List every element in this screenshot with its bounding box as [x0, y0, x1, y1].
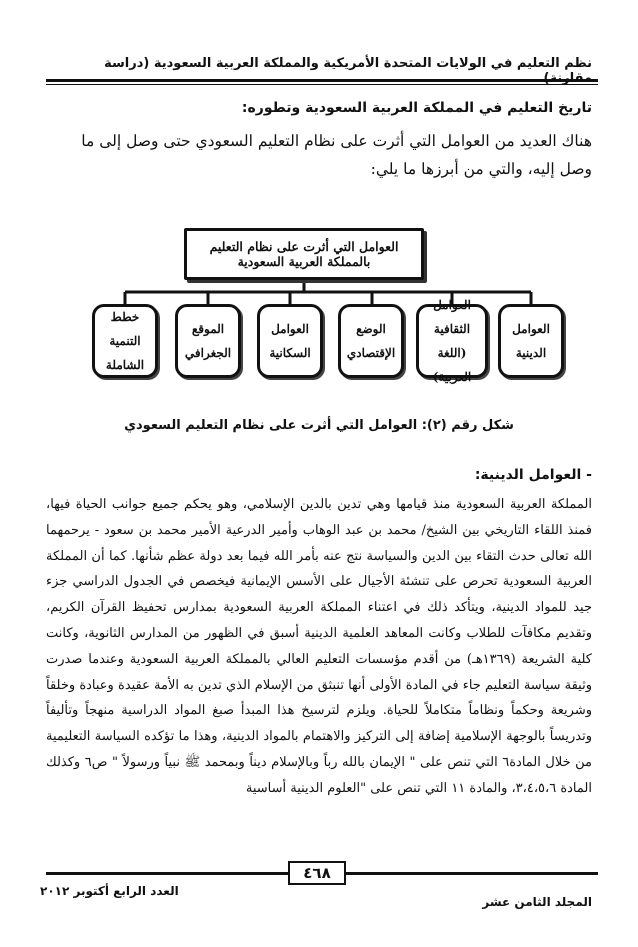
- sub-heading: - العوامل الدينية:: [474, 467, 592, 483]
- factors-diagram: [88, 220, 568, 384]
- diagram-box-geographic: الموقع الجغرافي: [175, 304, 241, 378]
- diagram-box-religious: العوامل الدينية: [498, 304, 564, 378]
- page-number: ٤٦٨: [288, 861, 346, 885]
- running-header: نظم التعليم في الولايات المتحدة الأمريكية والمملكة العربية السعودية (دراسة: [104, 56, 592, 71]
- header-rule-thick: [46, 79, 598, 82]
- diagram-root-box: العوامل التي أثرت على نظام التعليم بالمملكة العربية السعودية: [184, 228, 424, 280]
- body-paragraph: المملكة العربية السعودية منذ قيامها وهي تدين بالدين الإسلامي، وهو يحكم جميع جوانب الحياة فيها، فمنذ اللقاء التاريخي بين الشيخ/ محمد بن عبد الوهاب وأمير الدرعية الأمير محمد بن سعود - يرحمهما الله تعالى حدث التقاء بين الدين والسياسة نتج عنه بأمر الله فيما بعد دولة عظم شأنها. كما أن المملكة العربية السعودية تحرص على تنشئة الأجيال على الأسس الإيمانية فيخصص في الجدول الدراسي جزء جيد للمواد الدينية، ويتأكد ذلك في اعتناء المملكة العربية السعودية بمدارس تحفيظ القرآن الكريم، وتقديم مكافآت للطلاب وكانت المعاهد العلمية الدينية أسبق في الظهور من المدارس الثانوية، وكانت كلية الشريعة (١٣٦٩هـ) من أقدم مؤسسات التعليم العالي بالمملكة العربية السعودية وعندما صدرت وثيقة سياسة التعليم جاء في المادة الأولى أنها تنبثق من الإسلام الذي تدين به الأمة عقيدة وعبادة وخلقاً وشريعة وحكماً ونظاماً متكاملاً للحياة. ويلزم لترسيخ هذا المبدأ صبغ المواد الدراسية منهجاً وتأليفاً وتدريساً بالوجهة الإسلامية إضافة إلى التركيز والاهتمام بالمواد الدينية، وهذا ما تؤكده السياسة التعليمية من خلال المادة٦ التي تنص على " الإيمان بالله رباً وبالإسلام ديناً وبمحمد ﷺ نبياً ورسولاً " ص٦ وكذلك المادة ٣،٤،٥،٦، والمادة ١١ التي تنص على "العلوم الدينية أساسية: [46, 497, 593, 796]
- figure-caption: شكل رقم (٢): العوامل التي أثرت على نظام التعليم السعودي: [124, 418, 514, 433]
- section-title: تاريخ التعليم في المملكة العربية السعودية وتطوره:: [241, 100, 592, 116]
- diagram-box-economic: الوضع الإقتصادي: [338, 304, 404, 378]
- footer-issue: العدد الرابع أكتوبر ٢٠١٢: [40, 884, 179, 898]
- diagram-box-cultural: العوامل الثقافية (اللغة العربية): [416, 304, 488, 378]
- header-rule-thin: [46, 84, 598, 85]
- diagram-box-development: خطط التنمية الشاملة: [92, 304, 158, 378]
- footer-volume: المجلد الثامن عشر: [482, 895, 592, 909]
- intro-paragraph: هناك العديد من العوامل التي أثرت على نظام التعليم السعودي حتى وصل إلى ما وصل إليه، والتي من أبرزها ما يلي:: [81, 132, 592, 178]
- diagram-box-population: العوامل السكانية: [257, 304, 323, 378]
